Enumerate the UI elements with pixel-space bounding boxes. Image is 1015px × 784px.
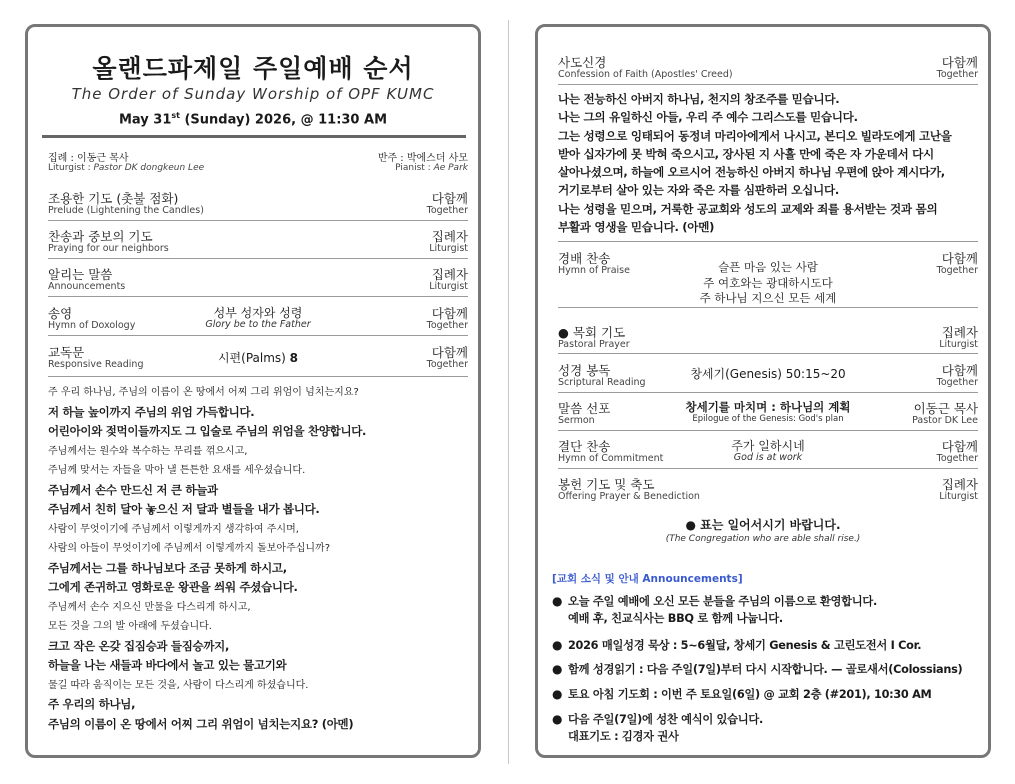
officiants-row (48, 149, 468, 181)
item-leader-en: Together (426, 320, 468, 331)
standing-note-kr: ● 표는 일어서시기 바랍니다. (685, 518, 841, 532)
item-center-kr: 성부 성자와 성령 (213, 306, 303, 320)
pastor-line: 주님께서 손수 지으신 만물을 다스리게 하시고, (48, 601, 251, 613)
announcement-line (552, 637, 921, 654)
item-leader-kr: 집례자 (431, 267, 468, 282)
item-leader-en: Together (426, 205, 468, 216)
congregation-line: 주 우리의 하나님, (48, 697, 136, 711)
item-leader-kr: 이동근 목사 (913, 401, 978, 416)
responsive-reading-text (48, 383, 473, 734)
announcement-subline: 예배 후, 친교식사는 BBQ 로 함께 나눕니다. (568, 612, 783, 625)
item-leader-en: Together (426, 359, 468, 370)
page-fold-divider (508, 20, 509, 764)
item-title-kr: 알리는 말씀 (48, 267, 113, 282)
item-title-en: Praying for our neighbors (48, 243, 169, 254)
congregation-line: 주님의 이름이 온 땅에서 어찌 그리 위엄이 넘치는지요? (아멘) (48, 716, 354, 731)
order-item-prelude (48, 189, 468, 221)
item-title-kr: 경배 찬송 (558, 251, 611, 266)
order-item-pastoral-prayer (558, 323, 978, 354)
congregation-line: 어린아이와 젖먹이들까지도 그 입술로 주님의 위엄을 찬양합니다. (48, 424, 367, 438)
praise-songs (558, 260, 978, 307)
order-of-worship-panel (25, 24, 481, 758)
item-leader-kr: 다함께 (941, 439, 978, 454)
congregation-line: 주님께서 손수 만드신 저 큰 하늘과 (48, 482, 218, 497)
congregation-line: 주님께서 친히 달아 놓으신 저 달과 별들을 내가 봅니다. (48, 502, 320, 516)
pianist-en (395, 163, 468, 173)
order-item-scripture-reading (558, 361, 978, 393)
announcement-text: 토요 아침 기도회 : 이번 주 토요일(6일) @ 교회 2층 (#201), 10:30 AM (568, 688, 932, 701)
item-title-en: Scriptural Reading (558, 377, 646, 388)
item-center-kr: 주가 일하시네 (731, 439, 805, 453)
item-leader-en: Together (936, 69, 978, 80)
item-leader-en: Liturgist (939, 491, 978, 502)
order-item-doxology (48, 304, 468, 336)
announcements-heading: [교회 소식 및 안내 Announcements] (552, 573, 743, 585)
creed-line: 부활과 영생을 믿습니다. (아멘) (558, 220, 715, 235)
apostles-creed-text (558, 90, 980, 236)
pianist-kr: 반주 : 박에스더 사모 (377, 153, 468, 164)
pastor-line: 물길 따라 움직이는 모든 것을, 사람이 다스리게 하셨습니다. (48, 679, 309, 691)
creed-line: 그는 성령으로 잉태되어 동정녀 마리아에게서 나시고, 본디오 빌라도에게 고난을 (558, 128, 952, 143)
psalm-number: 8 (289, 351, 299, 365)
item-leader-kr: 다함께 (431, 345, 468, 360)
item-title-en: Hymn of Commitment (558, 453, 664, 464)
item-title-kr: 찬송과 중보의 기도 (48, 229, 153, 244)
item-leader-en: Pastor DK Lee (912, 415, 978, 426)
item-title-en: Prelude (Lightening the Candles) (48, 205, 204, 216)
title-english: The Order of Sunday Worship of OPF KUMC (71, 85, 435, 103)
item-leader-kr: 집례자 (941, 477, 978, 492)
congregation-line: 그에게 존귀하고 영화로운 왕관을 씌워 주셨습니다. (48, 580, 298, 594)
item-leader-kr: 다함께 (941, 251, 978, 266)
congregation-line: 하늘을 나는 새들과 바다에서 놀고 있는 물고기와 (48, 658, 287, 672)
item-leader-en: Together (936, 453, 978, 464)
item-center-en: God is at work (733, 452, 803, 463)
item-title-kr: 말씀 선포 (558, 401, 611, 416)
item-title-kr: 교독문 (48, 345, 85, 360)
pastor-line: 주님께 맞서는 자들을 막아 낼 튼튼한 요새를 세우셨습니다. (48, 465, 306, 476)
item-title-en: Announcements (48, 281, 126, 292)
pianist-en-name: Ae Park (433, 163, 468, 173)
announcement-text: 함께 성경읽기 : 다음 주일(7일)부터 다시 시작합니다. — 골로새서(Colossians) (568, 663, 963, 676)
bullet-icon: ● (552, 638, 563, 652)
order-item-offering-benediction (558, 475, 978, 506)
announcement-item (552, 686, 932, 703)
liturgist-en-label: Liturgist : (48, 163, 94, 173)
order-item-sermon (558, 399, 978, 431)
item-title-kr: ● 목회 기도 (558, 325, 626, 340)
item-center-kr: 창세기(Genesis) 50:15~20 (690, 367, 846, 381)
item-leader-kr: 다함께 (431, 191, 468, 206)
praise-song: 주 하나님 지으신 모든 세계 (699, 291, 837, 305)
order-item-hymn-of-praise (558, 249, 978, 308)
item-title-en: Hymn of Doxology (48, 320, 136, 331)
item-leader-en: Liturgist (939, 339, 978, 350)
bullet-icon: ● (552, 662, 563, 676)
order-item-announcements (48, 265, 468, 297)
pastor-line: 사람이 무엇이기에 주님께서 이렇게까지 생각하여 주시며, (48, 523, 299, 535)
order-item-creed (558, 53, 978, 85)
item-leader-en: Liturgist (429, 243, 468, 254)
liturgist-en (48, 163, 204, 173)
announcement-text: 2026 매일성경 묵상 : 5~6월달, 창세기 Genesis & 고린도전서 I Cor. (568, 639, 922, 652)
pastor-line: 사람의 아들이 무엇이기에 주님께서 이렇게까지 돌보아주십니까? (48, 543, 331, 554)
congregation-line: 크고 작은 온갖 집짐승과 들짐승까지, (48, 638, 230, 653)
praise-song: 주 여호와는 광대하시도다 (703, 275, 833, 290)
announcement-item (552, 711, 763, 745)
congregation-line: 저 하늘 높이까지 주님의 위엄 가득합니다. (48, 404, 255, 419)
item-leader-kr: 다함께 (941, 363, 978, 378)
service-date (28, 111, 478, 127)
creed-line: 나는 성령을 믿으며, 거룩한 공교회와 성도의 교제와 죄를 용서받는 것과 몸의 (558, 201, 938, 216)
item-title-kr: 봉헌 기도 및 축도 (558, 477, 655, 492)
creed-line: 나는 전능하신 아버지 하나님, 천지의 창조주를 믿습니다. (558, 92, 840, 106)
pianist-en-label: Pianist : (395, 163, 434, 173)
psalm-label: 시편(Palms) (217, 351, 290, 365)
liturgist-kr: 집례 : 이동근 목사 (48, 153, 129, 164)
announcement-line (552, 711, 763, 728)
announcement-line (552, 661, 962, 678)
announcement-text: 다음 주일(7일)에 성찬 예식이 있습니다. (568, 713, 764, 726)
creed-line: 받아 십자가에 못 박혀 죽으시고, 장사된 지 사흘 만에 죽은 자 가운데서 다시 (558, 146, 934, 161)
announcement-subline: 대표기도 : 김경자 권사 (568, 730, 679, 743)
item-title-en: Hymn of Praise (558, 265, 630, 276)
creed-rule (558, 241, 978, 243)
pastor-line: 주님께서는 원수와 복수하는 무리를 꺾으시고, (48, 445, 248, 457)
item-center-en: Glory be to the Father (205, 319, 311, 330)
bullet-icon: ● (552, 594, 563, 608)
creed-line: 살아나셨으며, 하늘에 오르시어 전능하신 아버지 하나님 우편에 앉아 계시다가, (558, 165, 945, 180)
liturgist-en-name: Pastor DK dongkeun Lee (93, 163, 205, 173)
item-leader-en: Liturgist (429, 281, 468, 292)
item-title-en: Responsive Reading (48, 359, 144, 370)
item-leader-kr: 집례자 (431, 229, 468, 244)
item-leader-kr: 다함께 (941, 55, 978, 70)
date-ordinal: st (171, 111, 180, 120)
item-title-kr: 송영 (48, 306, 73, 321)
item-title-kr: 조용한 기도 (촛불 점화) (48, 191, 179, 206)
sermon-title-en: Epilogue of the Genesis: God's plan (692, 414, 844, 424)
bullet-icon: ● (552, 712, 563, 726)
announcement-text: 오늘 주일 예배에 오신 모든 분들을 주님의 이름으로 환영합니다. (568, 595, 877, 608)
order-item-intercession (48, 227, 468, 259)
item-center-kr (48, 349, 468, 366)
creed-line: 거기로부터 살아 있는 자와 죽은 자를 심판하러 오십니다. (558, 183, 839, 198)
order-item-responsive-reading (48, 343, 468, 377)
item-leader-kr: 집례자 (941, 325, 978, 340)
item-title-kr: 결단 찬송 (558, 439, 611, 454)
order-item-hymn-of-commitment (558, 437, 978, 469)
item-title-en: Sermon (558, 415, 595, 426)
announcement-item (552, 661, 962, 678)
date-month-day: May 31 (118, 112, 172, 128)
order-of-worship-panel-continued (535, 24, 991, 758)
title-korean: 올랜드파제일 주일예배 순서 (92, 54, 414, 83)
announcement-line (552, 686, 932, 703)
announcement-item (552, 593, 877, 627)
standing-note-en: (The Congregation who are able shall rise.) (665, 534, 861, 544)
item-leader-en: Together (936, 377, 978, 388)
item-title-en: Offering Prayer & Benediction (558, 491, 700, 502)
congregation-line: 주님께서는 그를 하나님보다 조금 못하게 하시고, (48, 560, 287, 575)
announcement-line (552, 593, 877, 610)
creed-line: 나는 그의 유일하신 아들, 우리 주 예수 그리스도를 믿습니다. (558, 110, 858, 125)
pastor-line: 모든 것을 그의 발 아래에 두셨습니다. (48, 621, 212, 632)
item-title-en: Confession of Faith (Apostles' Creed) (558, 69, 733, 80)
bullet-icon: ● (552, 687, 563, 701)
item-leader-kr: 다함께 (431, 306, 468, 321)
item-title-kr: 사도신경 (558, 55, 607, 70)
item-title-kr: 성경 봉독 (558, 363, 611, 378)
pastor-line: 주 우리 하나님, 주님의 이름이 온 땅에서 어찌 그리 위엄이 넘치는지요? (48, 387, 359, 398)
praise-song: 슬픈 마음 있는 사람 (718, 260, 818, 274)
item-leader-en: Together (936, 265, 978, 276)
announcement-item (552, 637, 921, 654)
date-rest: (Sunday) 2026, @ 11:30 AM (179, 112, 388, 128)
title-rule (42, 135, 466, 138)
item-title-en: Pastoral Prayer (558, 339, 630, 350)
sermon-title-kr: 창세기를 마치며 : 하나님의 계획 (685, 400, 851, 414)
